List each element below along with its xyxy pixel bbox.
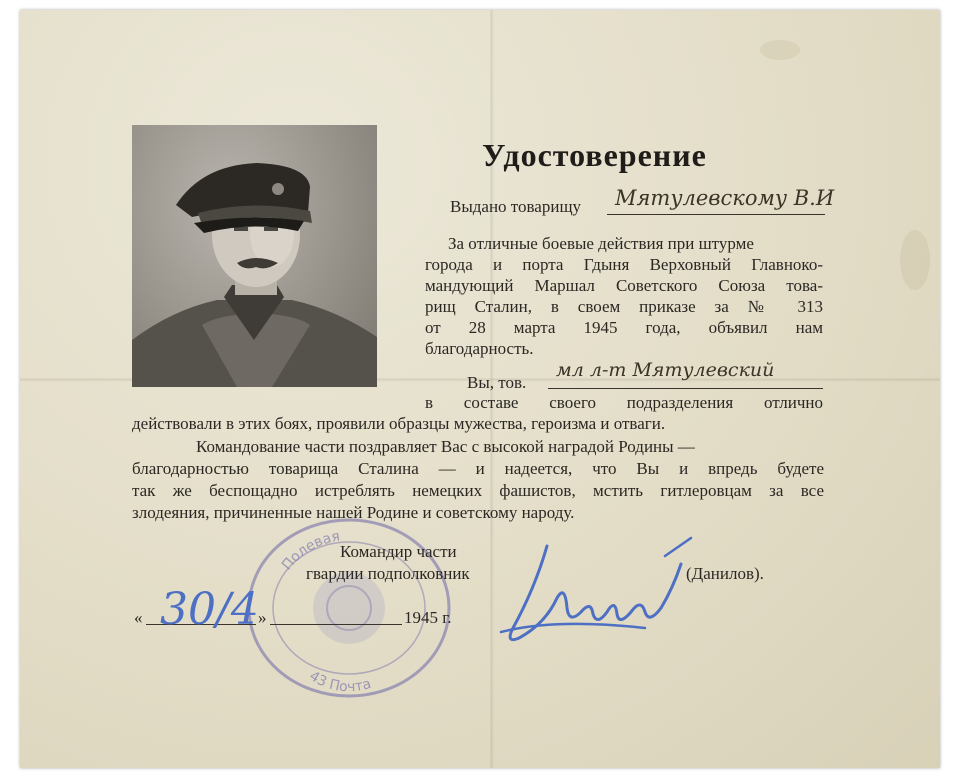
date-handwritten: 30/4 [160, 584, 259, 635]
date-year: 1945 г. [404, 608, 452, 627]
paper-stain [760, 40, 800, 60]
paragraph-line: города и порта Гдыня Верховный Главноко- [425, 255, 823, 274]
paragraph-line: в составе своего подразделения отлично [425, 393, 823, 412]
stamp-text-bottom: 43 Почта [306, 668, 373, 696]
paragraph-line: благодарностью товарища Сталина — и надеется, что Вы и впредь будете [132, 459, 824, 478]
paragraph-line: от 28 марта 1945 года, объявил нам [425, 318, 823, 337]
paragraph-line: благодарность. [425, 339, 534, 358]
stamp-text-top: Полевая [278, 528, 342, 574]
paragraph-line: так же беспощадно истреблять немецких фашистов, мстить гитлеровцам за все [132, 481, 824, 500]
paragraph-line: злодеяния, причиненные нашей Родине и советскому народу. [132, 503, 575, 522]
portrait-figure-icon [132, 125, 377, 387]
signature-icon [495, 528, 695, 650]
issued-to-name: Мятулевскому В.И [615, 186, 835, 210]
paragraph-line: рищ Сталин, в своем приказе за № 313 [425, 297, 823, 316]
commander-title-line2: гвардии подполковник [306, 564, 470, 583]
paragraph-line: мандующий Маршал Советского Союза това- [425, 276, 823, 295]
you-name-underline [548, 388, 823, 389]
commander-name: (Данилов). [686, 564, 764, 583]
you-name: мл л-т Мятулевский [556, 359, 775, 381]
date-month-underline [270, 624, 402, 625]
paragraph-line: Командование части поздравляет Вас с высокой наградой Родины — [196, 437, 695, 456]
issued-to-underline [607, 214, 825, 215]
document-title: Удостоверение [482, 137, 707, 173]
you-label: Вы, тов. [467, 373, 527, 392]
date-quote-open: « [134, 608, 143, 627]
issued-to-label: Выдано товарищу [450, 197, 582, 216]
commander-title-line1: Командир части [340, 542, 457, 561]
portrait-photo [132, 125, 377, 387]
paragraph-line: За отличные боевые действия при штурме [448, 234, 754, 253]
paragraph-line: действовали в этих боях, проявили образцы мужества, героизма и отваги. [132, 414, 666, 433]
paper-stain [900, 230, 930, 290]
date-quote-close: » [258, 608, 267, 627]
